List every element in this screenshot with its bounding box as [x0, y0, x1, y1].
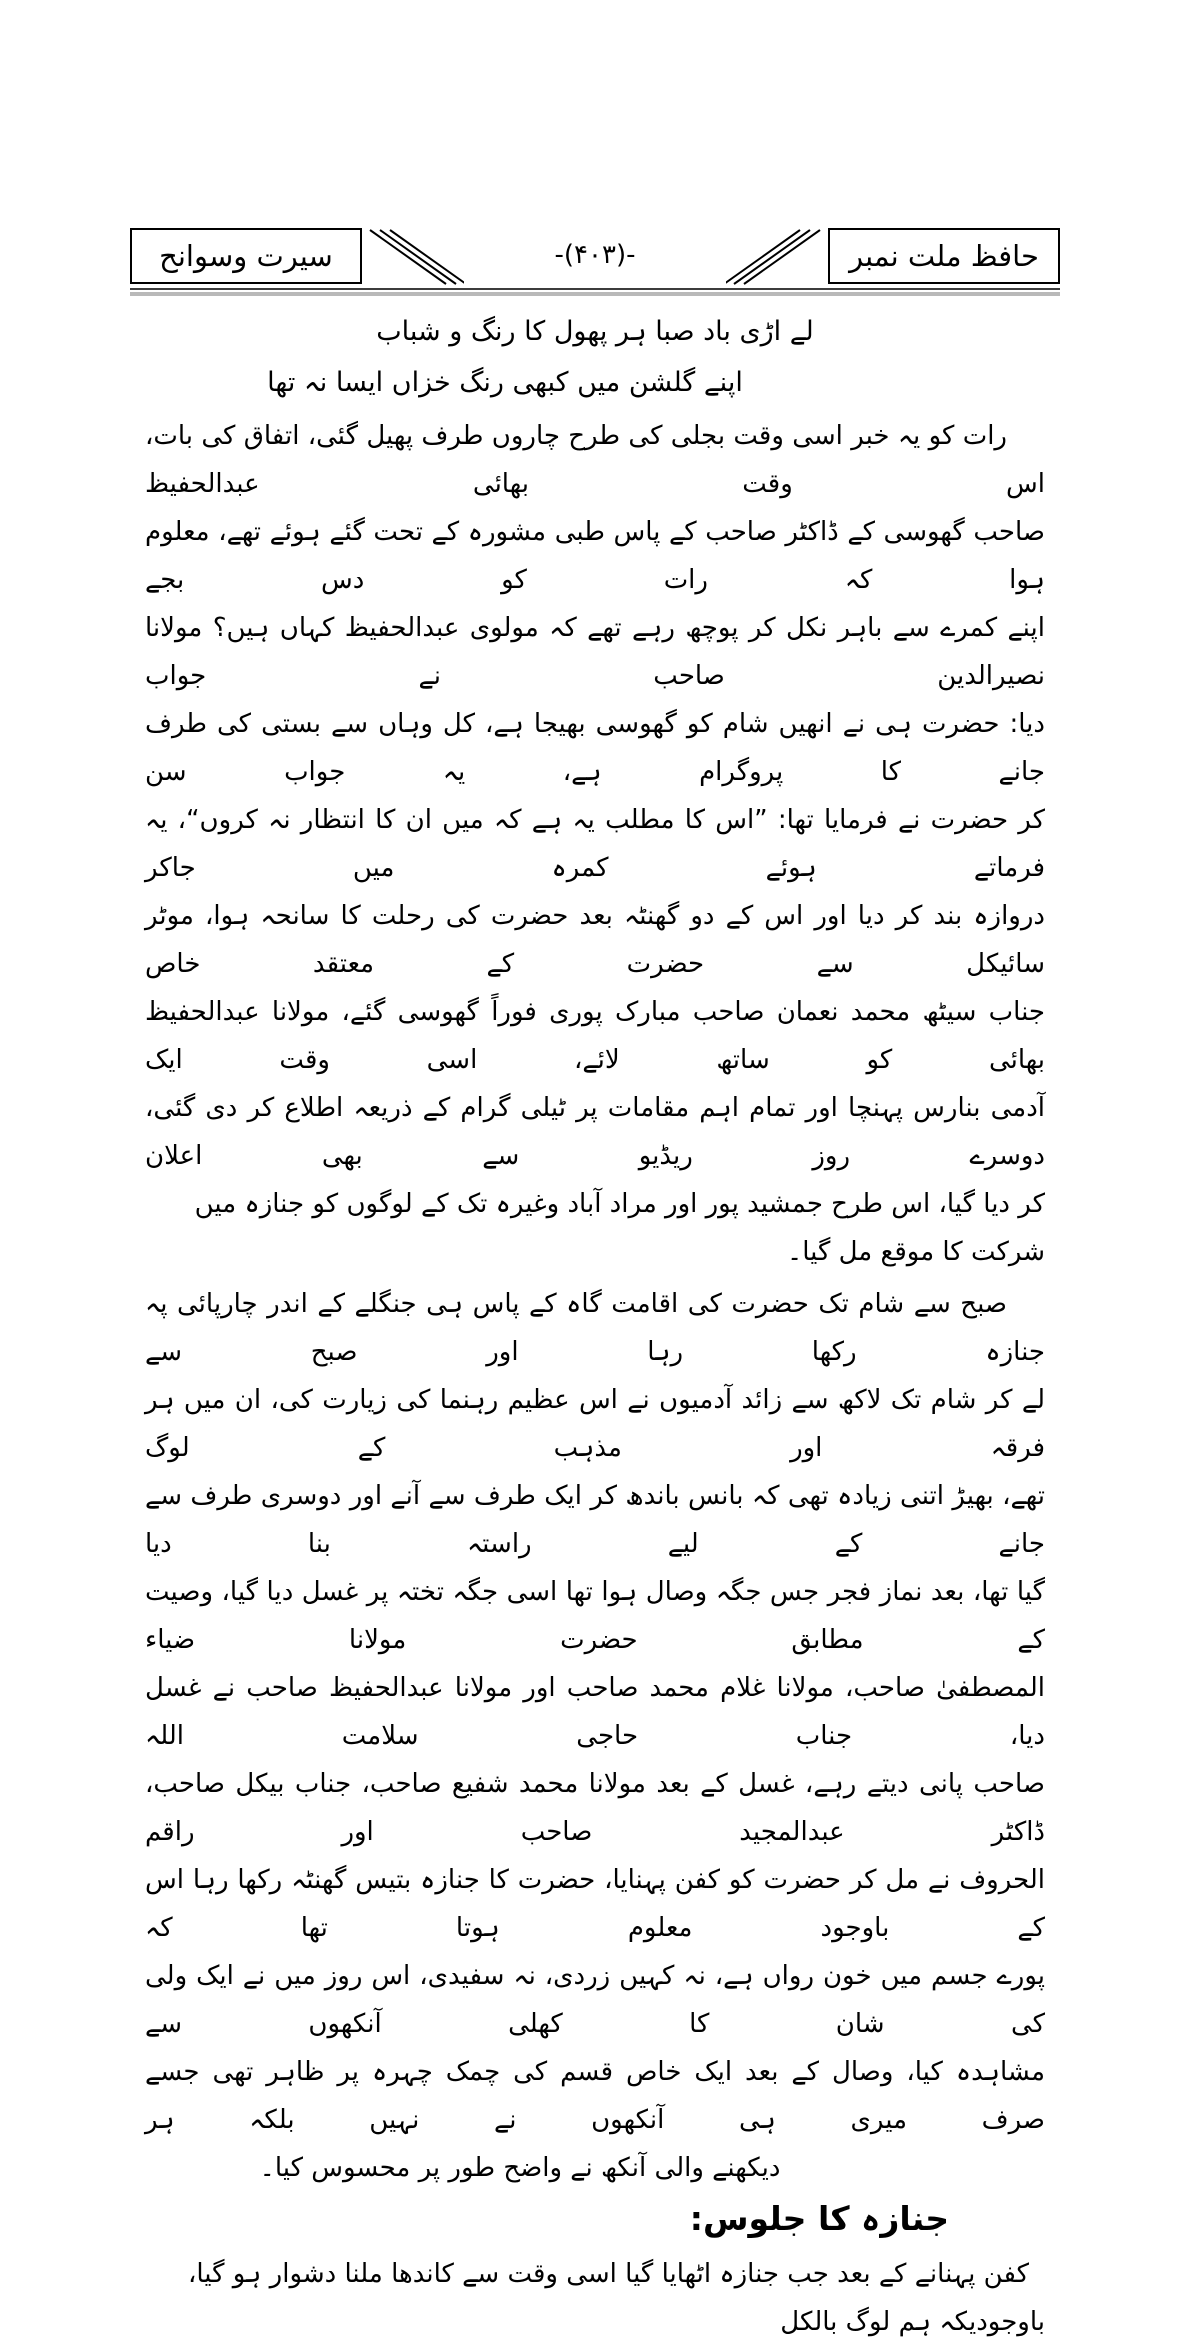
- paragraph-line: دروازہ بند کر دیا اور اس کے دو گھنٹہ بعد حضرت کی رحلت کا سانحہ ہوا، موٹر سائیکل سے حضرت کے معتقد خاص: [145, 901, 1045, 979]
- paragraph-line: صاحب گھوسی کے ڈاکٹر صاحب کے پاس طبی مشورہ کے تحت گئے ہوئے تھے، معلوم ہوا کہ رات کو دس بجے: [145, 517, 1045, 595]
- page-header: [130, 228, 1060, 288]
- diagonal-lines-left-icon: [368, 228, 464, 286]
- paragraph-line: اپنے کمرے سے باہر نکل کر پوچھ رہے تھے کہ مولوی عبدالحفیظ کہاں ہیں؟ مولانا نصیرالدین صاحب نے جواب: [145, 613, 1045, 691]
- paragraph-line: آدمی بنارس پہنچا اور تمام اہم مقامات پر ٹیلی گرام کے ذریعہ اطلاع کر دی گئی، دوسرے روز ریڈیو سے بھی اعلان: [145, 1093, 1045, 1171]
- diagonal-lines-right-icon: [726, 228, 822, 286]
- paragraph-line: دیا: حضرت ہی نے انھیں شام کو گھوسی بھیجا ہے، کل وہاں سے بستی کی طرف جانے کا پروگرام ہے، یہ جواب سن: [145, 709, 1045, 787]
- poem-line-1: لے اڑی باد صبا ہر پھول کا رنگ و شباب: [376, 316, 814, 347]
- header-rule-dark: [130, 288, 1060, 290]
- paragraph-line: تھے، بھیڑ اتنی زیادہ تھی کہ بانس باندھ کر ایک طرف سے آنے اور دوسری طرف سے جانے کے لیے راستہ بنا دیا: [145, 1481, 1045, 1559]
- paragraph-line: لے کر شام تک لاکھ سے زائد آدمیوں نے اس عظیم رہنما کی زیارت کی، ان میں ہر فرقہ اور مذہب کے لوگ: [145, 1385, 1045, 1463]
- volume-title: حافظ ملت نمبر: [849, 239, 1039, 273]
- poem-line-2: اپنے گلشن میں کبھی رنگ خزاں ایسا نہ تھا: [267, 367, 743, 398]
- paragraph-2: [145, 1280, 1045, 2192]
- paragraph-1: [145, 412, 1045, 1276]
- paragraph-line: الحروف نے مل کر حضرت کو کفن پہنایا، حضرت کا جنازہ بتیس گھنٹہ رکھا رہا اس کے باوجود معلوم ہوتا تھا کہ: [145, 1865, 1045, 1943]
- section-title: سیرت وسوانح: [159, 239, 333, 273]
- paragraph-line: کر دیا گیا، اس طرح جمشید پور اور مراد آباد وغیرہ تک کے لوگوں کو جنازہ میں شرکت کا موقع مل گیا۔: [194, 1189, 1045, 1267]
- header-rule-light: [130, 292, 1060, 296]
- paragraph-line: رات کو یہ خبر اسی وقت بجلی کی طرح چاروں طرف پھیل گئی، اتفاق کی بات، اس وقت بھائی عبدالحفیظ: [145, 421, 1045, 499]
- paragraph-line: پورے جسم میں خون رواں ہے، نہ کہیں زردی، نہ سفیدی، اس روز میں نے ایک ولی کی شان کا کھلی آنکھوں سے: [145, 1961, 1045, 2039]
- paragraph-line: گیا تھا، بعد نماز فجر جس جگہ وصال ہوا تھا اسی جگہ تختہ پر غسل دیا گیا، وصیت کے مطابق حضرت مولانا ضیاء: [145, 1577, 1045, 1655]
- paragraph-line: کر حضرت نے فرمایا تھا: ”اس کا مطلب یہ ہے کہ میں ان کا انتظار نہ کروں“، یہ فرماتے ہوئے کمرہ میں جاکر: [145, 805, 1045, 883]
- paragraph-line: المصطفیٰ صاحب، مولانا غلام محمد صاحب اور مولانا عبدالحفیظ صاحب نے غسل دیا، جناب حاجی سلامت اللہ: [145, 1673, 1045, 1751]
- paragraph-line: صبح سے شام تک حضرت کی اقامت گاہ کے پاس ہی جنگلے کے اندر چارپائی پہ جنازہ رکھا رہا اور صبح سے: [145, 1289, 1045, 1367]
- paragraph-line: جناب سیٹھ محمد نعمان صاحب مبارک پوری فوراً گھوسی گئے، مولانا عبدالحفیظ بھائی کو ساتھ لائے، اسی وقت ایک: [145, 997, 1045, 1075]
- poem-couplet: [145, 306, 1045, 408]
- paragraph-line: کفن پہنانے کے بعد جب جنازہ اٹھایا گیا اسی وقت سے کاندھا ملنا دشوار ہو گیا، باوجودیکہ ہم لوگ بالکل: [187, 2259, 1045, 2337]
- section-title-box: [130, 228, 362, 284]
- paragraph-line: دیکھنے والی آنکھ نے واضح طور پر محسوس کیا۔: [259, 2153, 781, 2183]
- paragraph-line: مشاہدہ کیا، وصال کے بعد ایک خاص قسم کی چمک چہرہ پر ظاہر تھی جسے صرف میری ہی آنکھوں نے نہیں بلکہ ہر: [145, 2057, 1045, 2135]
- section-heading: جنازہ کا جلوس:: [689, 2199, 949, 2238]
- volume-title-box: [828, 228, 1060, 284]
- paragraph-3: [145, 2250, 1045, 2346]
- page-number: -(۴۰۳)-: [554, 240, 636, 270]
- paragraph-line: صاحب پانی دیتے رہے، غسل کے بعد مولانا محمد شفیع صاحب، جناب بیکل صاحب، ڈاکٹر عبدالمجید صاحب اور راقم: [145, 1769, 1045, 1847]
